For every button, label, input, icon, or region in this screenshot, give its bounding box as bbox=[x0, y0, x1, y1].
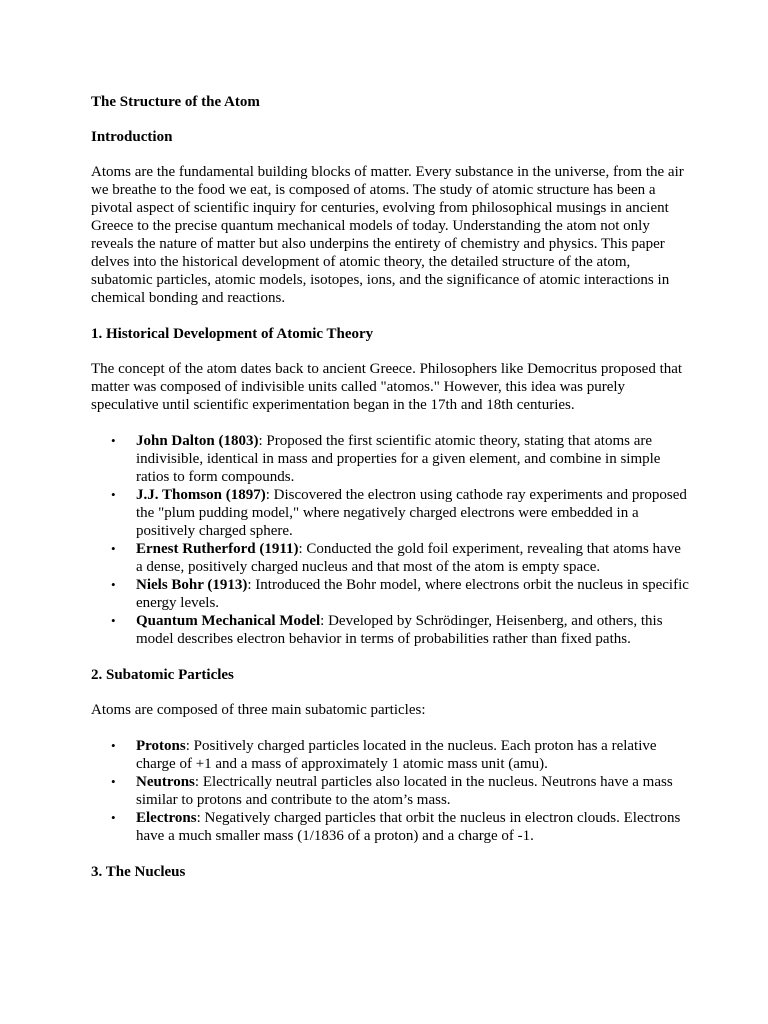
list-item-text: : Proposed the first scientific atomic theory, stating that atoms are indivisible, identical in mass and properties for a given element, and combine in simple ratios to form compounds. bbox=[136, 433, 661, 485]
bullet-icon: • bbox=[111, 541, 116, 556]
list-item bbox=[91, 737, 691, 773]
particles-list bbox=[91, 737, 691, 845]
list-item bbox=[91, 540, 691, 576]
list-item bbox=[91, 432, 691, 486]
list-item-term: Niels Bohr (1913) bbox=[136, 577, 248, 593]
list-item-term: Ernest Rutherford (1911) bbox=[136, 541, 299, 557]
section3-heading: 3. The Nucleus bbox=[91, 864, 186, 880]
intro-paragraph: Atoms are the fundamental building blocks of matter. Every substance in the universe, from the air we breathe to the food we eat, is composed of atoms. The study of atomic structure has been a pivotal aspect of scientific inquiry for centuries, evolving from philosophical musings in ancient Greece to the precise quantum mechanical models of today. Understanding the atom not only reveals the nature of matter but also underpins the entirety of chemistry and physics. This paper delves into the historical development of atomic theory, the detailed structure of the atom, subatomic particles, atomic models, isotopes, ions, and the significance of atomic interactions in chemical bonding and reactions. bbox=[91, 164, 684, 306]
intro-heading: Introduction bbox=[91, 129, 173, 145]
list-item-term: Protons bbox=[136, 738, 186, 754]
bullet-icon: • bbox=[111, 613, 116, 628]
list-item-text: : Positively charged particles located in the nucleus. Each proton has a relative charge of +1 and a mass of approximately 1 atomic mass unit (amu). bbox=[136, 738, 657, 772]
list-item-term: J.J. Thomson (1897) bbox=[136, 487, 266, 503]
section2-paragraph: Atoms are composed of three main subatomic particles: bbox=[91, 702, 426, 718]
bullet-icon: • bbox=[111, 433, 116, 448]
bullet-icon: • bbox=[111, 487, 116, 502]
list-item-text: : Conducted the gold foil experiment, revealing that atoms have a dense, positively charged nucleus and that most of the atom is empty space. bbox=[136, 541, 681, 575]
bullet-icon: • bbox=[111, 774, 116, 789]
document-page bbox=[91, 93, 691, 881]
list-item bbox=[91, 486, 691, 540]
section2-heading: 2. Subatomic Particles bbox=[91, 667, 234, 683]
list-item bbox=[91, 612, 691, 648]
bullet-icon: • bbox=[111, 738, 116, 753]
list-item-term: Quantum Mechanical Model bbox=[136, 613, 321, 629]
section1-paragraph: The concept of the atom dates back to ancient Greece. Philosophers like Democritus proposed that matter was composed of indivisible units called "atomos." However, this idea was purely speculative until scientific experimentation began in the 17th and 18th centuries. bbox=[91, 361, 683, 413]
list-item-term: Electrons bbox=[136, 810, 197, 826]
section1-heading: 1. Historical Development of Atomic Theory bbox=[91, 326, 374, 342]
list-item-text: : Electrically neutral particles also located in the nucleus. Neutrons have a mass similar to protons and contribute to the atom’s mass. bbox=[136, 774, 673, 808]
history-list bbox=[91, 432, 691, 648]
list-item bbox=[91, 576, 691, 612]
list-item-text: : Negatively charged particles that orbit the nucleus in electron clouds. Electrons have a much smaller mass (1/1836 of a proton) and a charge of -1. bbox=[136, 810, 681, 844]
list-item-term: Neutrons bbox=[136, 774, 195, 790]
list-item bbox=[91, 809, 691, 845]
bullet-icon: • bbox=[111, 810, 116, 825]
bullet-icon: • bbox=[111, 577, 116, 592]
document-title: The Structure of the Atom bbox=[91, 94, 260, 110]
list-item-term: John Dalton (1803) bbox=[136, 433, 259, 449]
list-item-text: : Discovered the electron using cathode ray experiments and proposed the "plum pudding model," where negatively charged electrons were embedded in a positively charged sphere. bbox=[136, 487, 687, 539]
list-item-text: : Developed by Schrödinger, Heisenberg, and others, this model describes electron behavior in terms of probabilities rather than fixed paths. bbox=[136, 613, 663, 647]
list-item-text: : Introduced the Bohr model, where electrons orbit the nucleus in specific energy levels. bbox=[136, 577, 689, 611]
list-item bbox=[91, 773, 691, 809]
